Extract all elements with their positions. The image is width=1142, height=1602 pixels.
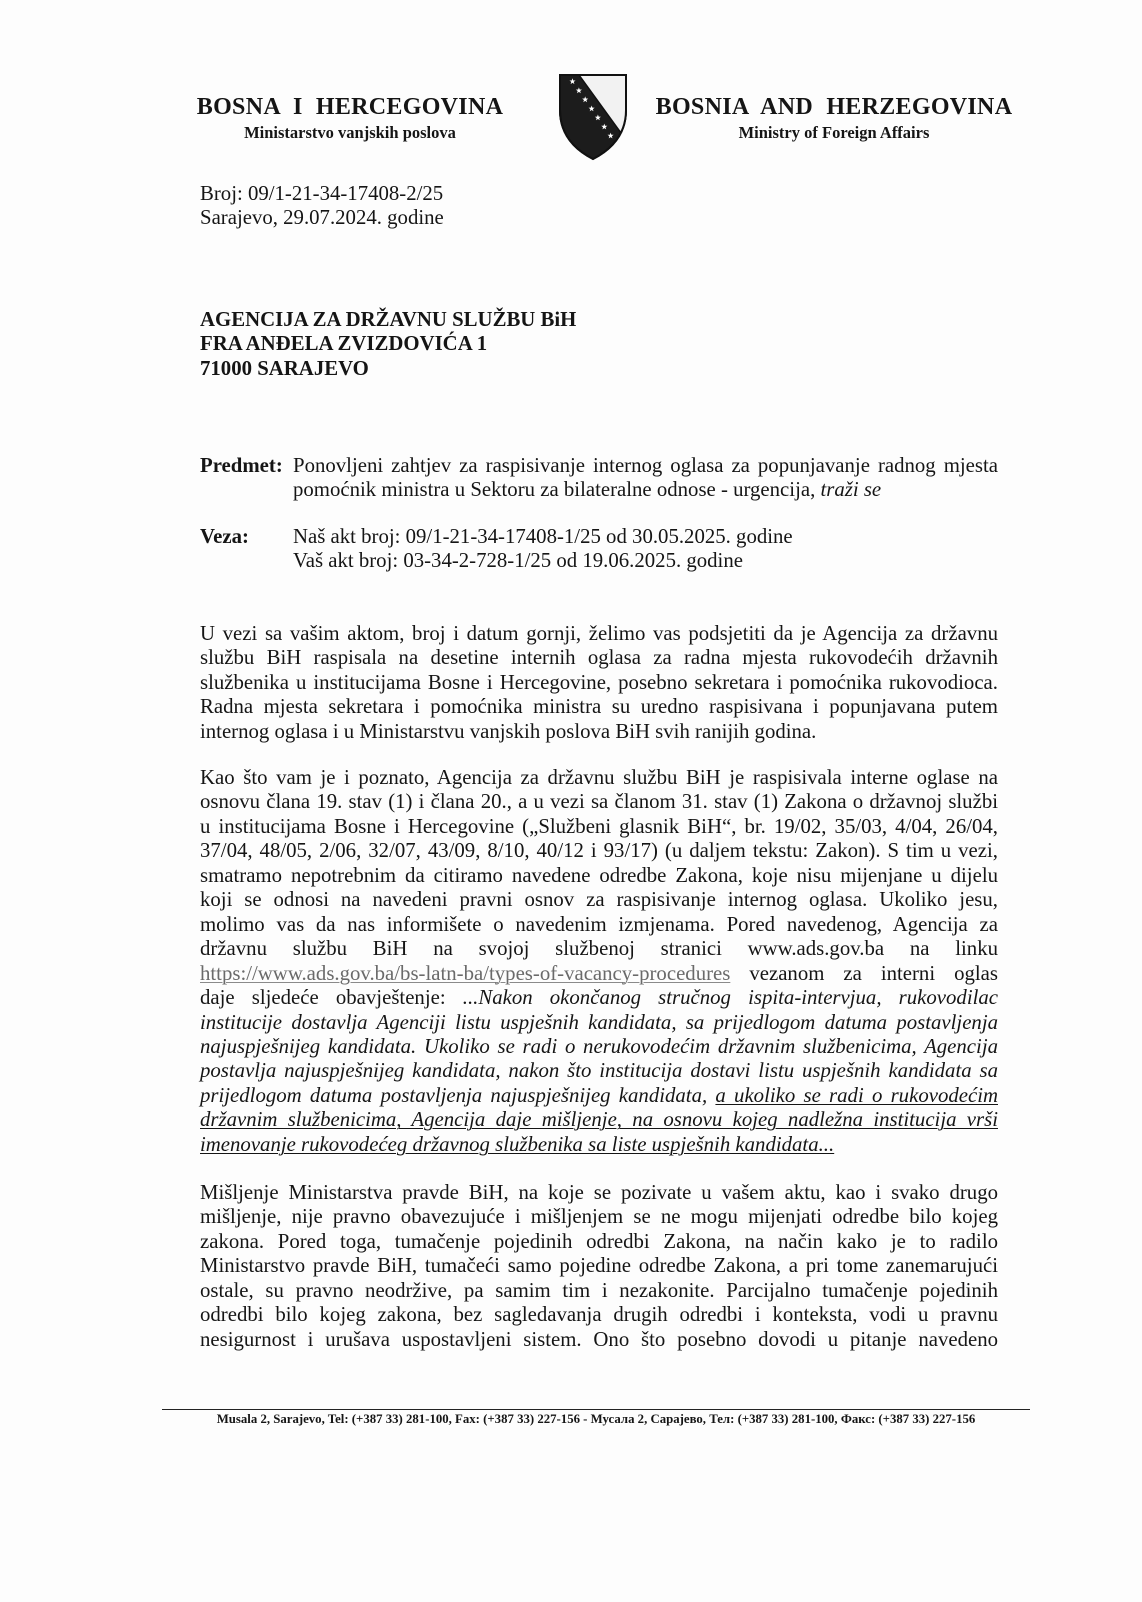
body-line: službenika u institucijama Bosne i Hercegovine, posebno sekretara i pomoćnika rukovodioca. [200,670,998,694]
body-line: ostale, su pravno neodržive, pa samim tim i nezakonite. Parcijalno tumačenje pojedinih [200,1278,998,1302]
italic-quote-line [200,1084,998,1108]
italic-quote-line: postavlja najuspješnijeg kandidata, nakon što institucija dostavi listu uspješnih kandidata sa [200,1059,998,1083]
body-line: Radna mjesta sekretara i pomoćnika ministra su uredno raspisivana i popunjavana putem [200,695,998,719]
footer-rule [162,1409,1030,1410]
reference-block [200,182,444,231]
recipient-street: FRA ANĐELA ZVIZDOVIĆA 1 [200,332,488,356]
reference-number: Broj: 09/1-21-34-17408-2/25 [200,182,444,205]
connection-line: Naš akt broj: 09/1-21-34-17408-1/25 od 30.05.2025. godine [293,525,793,548]
italic-quote: prijedlogom datuma postavljenja najuspješnijeg kandidata, [200,1083,716,1107]
body-segment: vezanom za interni oglas [730,961,998,985]
body-line: mišljenje, nije pravno obavezujuće i mišljenjem se ne mogu mijenjati odredbe bilo kojeg [200,1205,998,1229]
italic-quote-line: najuspješnijeg kandidata. Ukoliko se radi o nerukovodećim državnim službenicima, Agencija [200,1034,998,1058]
body-paragraph-2 [200,766,998,1157]
body-segment: daje sljedeće obavještenje: [200,986,463,1010]
italic-quote-line [200,1108,998,1132]
recipient-city: 71000 SARAJEVO [200,356,369,380]
letterhead-left [170,93,530,143]
subject-text [293,454,998,503]
body-line: internog oglasa i u Ministarstvu vanjskih poslova BiH svih ranijih godina. [200,719,817,743]
underlined-quote: a ukoliko se radi o rukovodećim [715,1083,998,1107]
letterhead-right [654,93,1014,143]
url-text: https://www.ads.gov.ba/bs-latn-ba/types-of-vacancy-procedures [200,961,731,985]
connection-text [293,525,793,574]
body-line: 37/04, 48/05, 2/06, 32/07, 43/09, 8/10, 40/12 i 93/17) (u daljem tekstu: Zakon). S tim u vezi, [200,839,998,863]
footer-address: Musala 2, Sarajevo, Tel: (+387 33) 281-100, Fax: (+387 33) 227-156 - Мусала 2, Сарајево, Тел: (+387 33) 281-100, Факс: (+387 33) 227-156 [216,1412,976,1426]
body-line: Mišljenje Ministarstva pravde BiH, na koje se pozivate u vašem aktu, kao i svako drugo [200,1181,998,1204]
body-line: nesigurnost i urušava uspostavljeni sistem. Ono što posebno dovodi u pitanje navedeno [200,1327,998,1351]
subject-italic-segment: traži se [820,478,882,502]
italic-quote-line [200,1133,998,1157]
body-line: osnovu člana 19. stav (1) i člana 20., a u vezi sa članom 31. stav (1) Zakona o državnoj službi [200,790,998,814]
body-line [200,962,998,986]
body-line: službu BiH raspisala na desetine internih oglasa za radna mjesta rukovodećih državnih [200,646,998,670]
body-line: Ministarstvo pravde BiH, tumačeći samo pojedine odredbe Zakona, a pri tome zanemarujući [200,1254,998,1278]
body-line: u institucijama Bosne i Hercegovine („Službeni glasnik BiH“, br. 19/02, 35/03, 4/04, 26/04, [200,814,998,838]
coat-of-arms-icon [556,72,630,162]
body-line: U vezi sa vašim aktom, broj i datum gornji, želimo vas podsjetiti da je Agencija za državnu [200,622,998,645]
body-line: odredbi bilo kojeg zakona, bez sagledavanja drugih odredbi i konteksta, vodi u pravnu [200,1303,998,1327]
body-line: državnu službu BiH na svojoj službenoj stranici www.ads.gov.ba na linku [200,937,998,961]
header-ministry-en: Ministry of Foreign Affairs [738,123,930,142]
italic-quote-line: institucije dostavlja Agenciji listu uspješnih kandidata, sa prijedlogom datuma postavljenja [200,1010,998,1034]
subject-line [293,478,998,502]
body-paragraph-1 [200,622,998,744]
connection-line: Vaš akt broj: 03-34-2-728-1/25 od 19.06.2025. godine [293,549,743,573]
header-country-en: BOSNIA AND HERZEGOVINA [655,94,1013,120]
place-date: Sarajevo, 29.07.2024. godine [200,206,444,230]
body-line: molimo vas da nas informišete o navedenim izmjenama. Pored navedenog, Agencija za [200,912,998,936]
recipient-block [200,308,576,381]
subject-line: Ponovljeni zahtjev za raspisivanje internog oglasa za popunjavanje radnog mjesta [293,454,998,477]
body-line: koji se odnosi na navedeni pravni osnov za raspisivanje internog oglasa. Ukoliko jesu, [200,888,998,912]
italic-quote: ...Nakon okončanog stručnog ispita-intervjua, rukovodilac [462,986,998,1010]
subject-label: Predmet: [200,454,283,477]
subject-segment: pomoćnik ministra u Sektoru za bilateralne odnose - urgencija, [293,478,821,502]
header-country-bs: BOSNA I HERCEGOVINA [196,94,504,120]
body-line: zakona. Pored toga, tumačenje pojedinih odredbi Zakona, na način kako je to radilo [200,1229,998,1253]
body-paragraph-3 [200,1181,998,1352]
header-ministry-bs: Ministarstvo vanjskih poslova [244,123,456,142]
connection-label: Veza: [200,525,249,548]
body-line: smatramo nepotrebnim da citiramo navedene odredbe Zakona, koje nisu mijenjane u dijelu [200,863,998,887]
underlined-quote: državnim službenicima, Agencija daje mišljenje, na osnovu kojeg nadležna institucija vrši [200,1108,998,1132]
recipient-name: AGENCIJA ZA DRŽAVNU SLUŽBU BiH [200,308,577,331]
underlined-quote: imenovanje rukovodećeg državnog službenika sa liste uspješnih kandidata... [200,1132,835,1156]
body-line [200,986,998,1010]
body-line: Kao što vam je i poznato, Agencija za državnu službu BiH je raspisivala interne oglase na [200,766,998,789]
